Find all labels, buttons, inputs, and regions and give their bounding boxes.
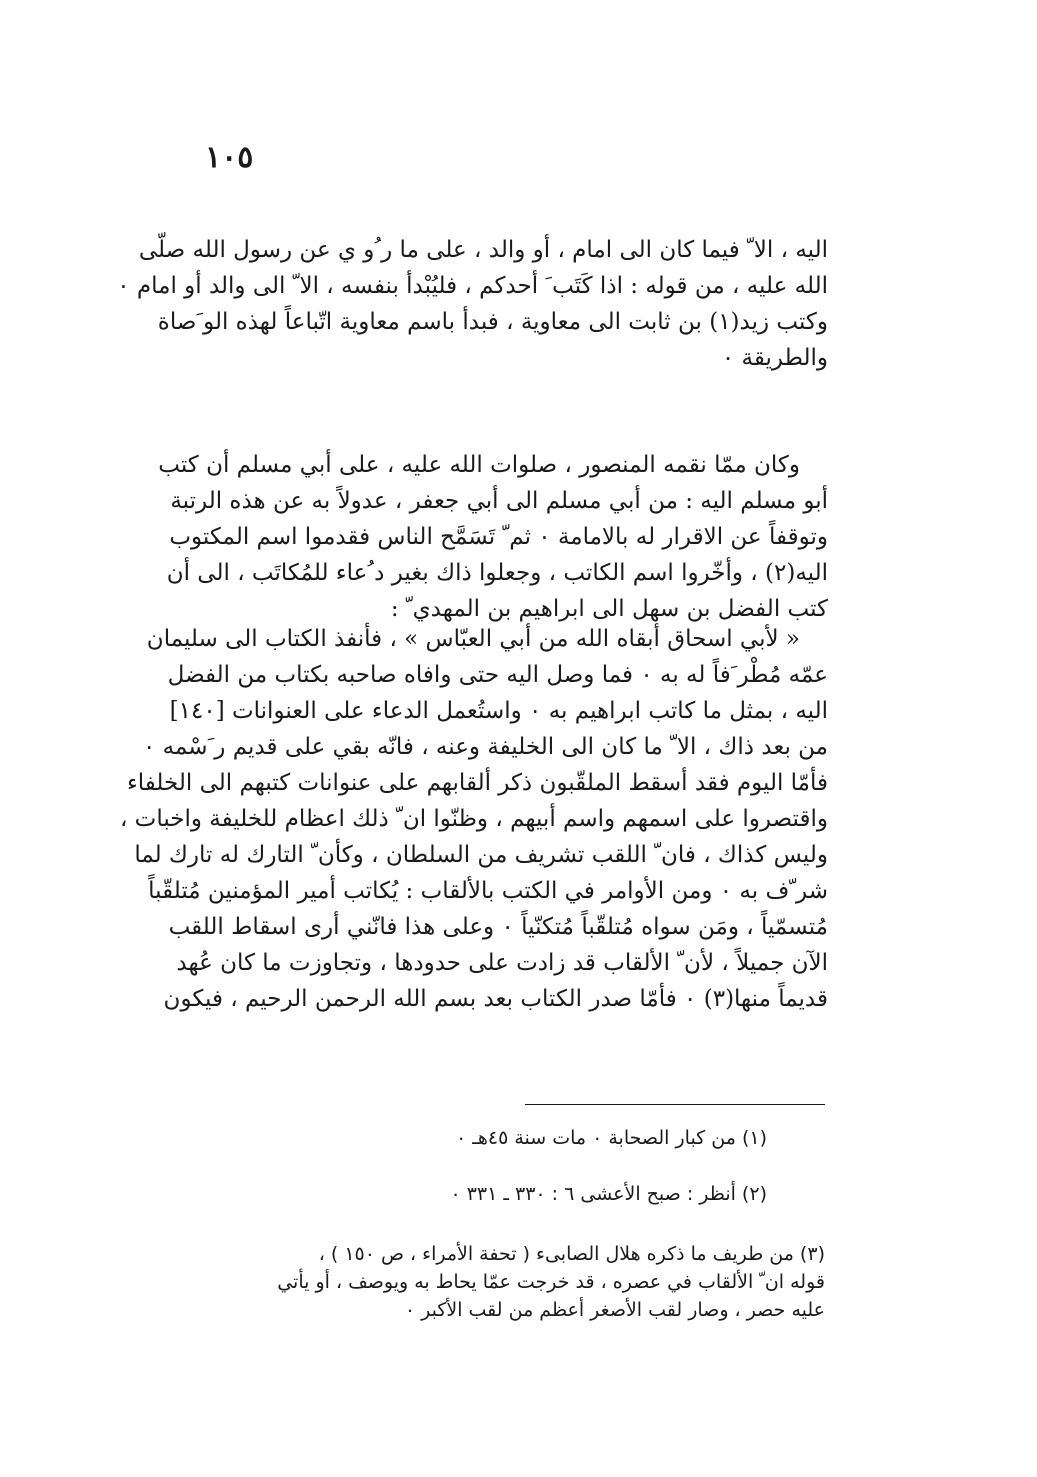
text-line: وليس كذاك ، فان ّ اللقب تشريف من السلطان ، وكأن ّ التارك له تارك لما xyxy=(134,842,828,868)
text-line: اليه ، بمثل ما كاتب ابراهيم به ٠ واستُعمل الدعاء على العنوانات [١٤٠] xyxy=(169,698,828,724)
text-line: مُتسمّياً ، ومَن سواه مُتلقّباً مُتكنّياً ٠ وعلى هذا فانّني أرى اسقاط اللقب xyxy=(168,914,828,940)
footnote-line: قوله ان ّ الألقاب في عصره ، قد خرجت عمّا يحاط به ويوصف ، أو يأتي xyxy=(277,1271,825,1293)
text-line: أبو مسلم اليه : من أبي مسلم الى أبي جعفر ، عدولاً به عن هذه الرتبة xyxy=(170,488,828,514)
text-line: والطريقة ٠ xyxy=(721,345,828,371)
text-line: « لأبي اسحاق أبقاه الله من أبي العبّاس » ، فأنفذ الكتاب الى سليمان xyxy=(146,626,800,652)
page-number: ١٠٥ xyxy=(205,140,254,175)
text-line: واقتصروا على اسمهم واسم أبيهم ، وظنّوا ان ّ ذلك اعظام للخليفة واخبات ، xyxy=(119,806,828,832)
footnote-divider xyxy=(525,1104,825,1105)
text-line: اليه(٢) ، وأخّروا اسم الكاتب ، وجعلوا ذاك بغير د ُعاء للمُكاتَب ، الى أن xyxy=(166,560,828,586)
text-line: شر ّف به ٠ ومن الأوامر في الكتب بالألقاب : يُكاتب أمير المؤمنين مُتلقّباً xyxy=(148,878,828,904)
paragraph-2 xyxy=(158,447,828,627)
paragraph-1 xyxy=(117,232,828,376)
paragraph-3 xyxy=(119,621,828,1017)
footnote-1: (١) من كبار الصحابة ٠ مات سنة ٤٥هـ ٠ xyxy=(456,1127,767,1149)
footnote-2: (٢) أنظر : صبح الأعشى ٦ : ٣٣٠ ـ ٣٣١ ٠ xyxy=(450,1183,767,1205)
text-line: فأمّا اليوم فقد أسقط الملقّبون ذكر ألقابهم على عنوانات كتبهم الى الخلفاء xyxy=(126,770,828,796)
text-line: الآن جميلاً ، لأن ّ الألقاب قد زادت على حدودها ، وتجاوزت ما كان عُهد xyxy=(176,950,828,976)
footnote-line: عليه حصر ، وصار لقب الأصغر أعظم من لقب الأكبر ٠ xyxy=(404,1299,825,1321)
footnote-line: (٣) من طريف ما ذكره هلال الصابىء ( تحفة الأمراء ، ص ١٥٠ ) ، xyxy=(318,1243,825,1265)
text-line: قديماً منها(٣) ٠ فأمّا صدر الكتاب بعد بسم الله الرحمن الرحيم ، فيكون xyxy=(163,986,828,1012)
footnote-3 xyxy=(200,1240,825,1324)
text-line: من بعد ذاك ، الا ّ ما كان الى الخليفة وعنه ، فانّه بقي على قديم ر َسْمه ٠ xyxy=(143,734,828,760)
text-line: كتب الفضل بن سهل الى ابراهيم بن المهدي ّ : xyxy=(390,596,828,622)
text-line: الله عليه ، من قوله : اذا كَتَب َ أحدكم ، فليُبْدأ بنفسه ، الا ّ الى والد أو امام ٠ xyxy=(117,273,828,299)
text-line: وكان ممّا نقمه المنصور ، صلوات الله عليه ، على أبي مسلم أن كتب xyxy=(158,452,800,478)
text-line: وكتب زيد(١) بن ثابت الى معاوية ، فبدأ باسم معاوية اتّباعاً لهذه الو َصاة xyxy=(157,309,828,335)
text-line: اليه ، الا ّ فيما كان الى امام ، أو والد ، على ما ر ُو ي عن رسول الله صلّى xyxy=(138,237,828,263)
text-line: عمّه مُطْر َفاً له به ٠ فما وصل اليه حتى وافاه صاحبه بكتاب من الفضل xyxy=(167,662,828,688)
text-line: وتوقفاً عن الاقرار له بالامامة ٠ ثم ّ تَسَمَّح الناس فقدموا اسم المكتوب xyxy=(169,524,828,550)
